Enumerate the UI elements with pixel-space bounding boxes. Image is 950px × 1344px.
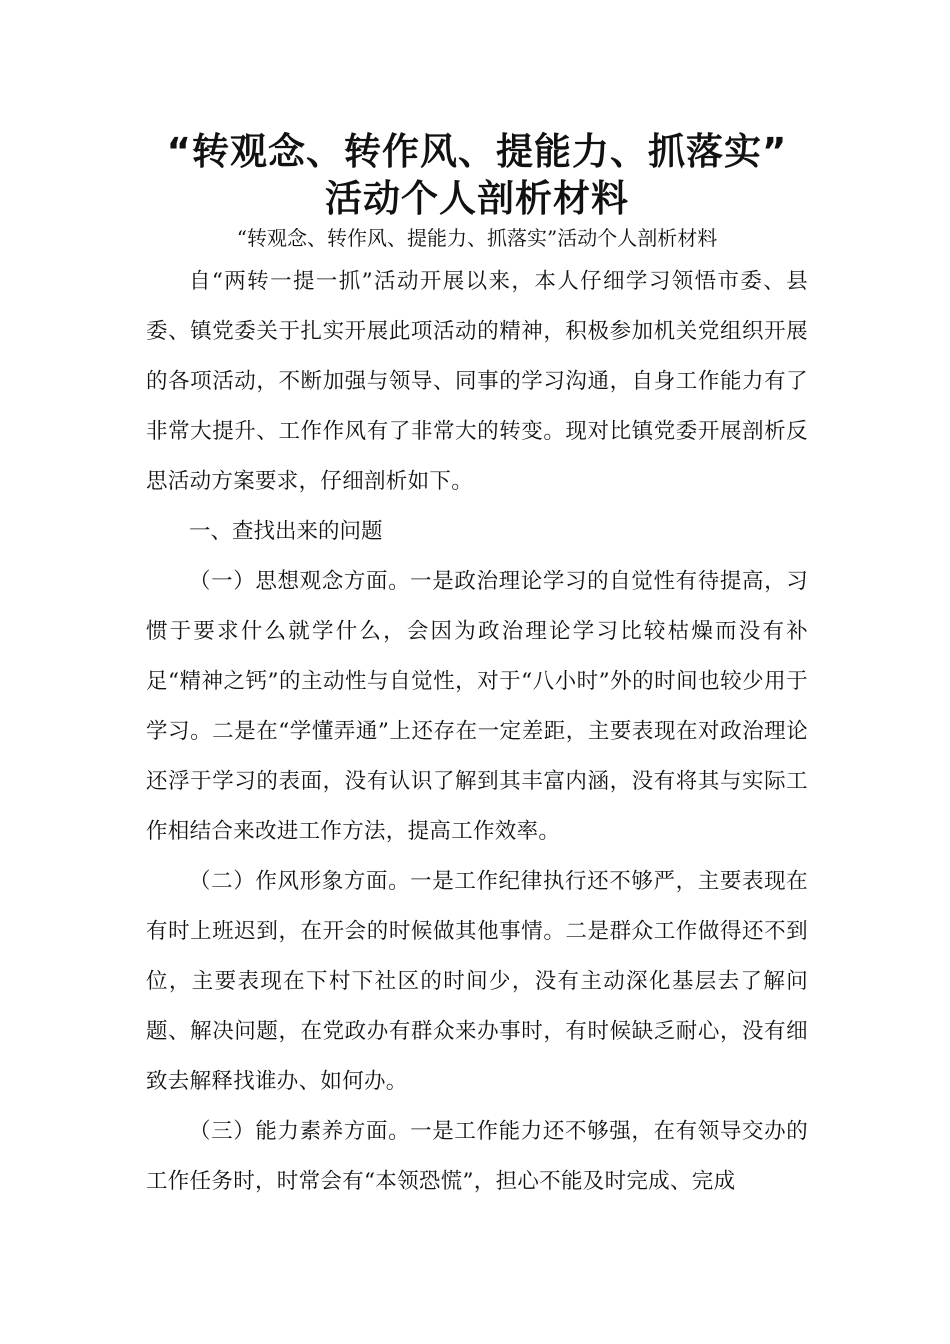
document-title [146, 128, 808, 222]
title-line-2: 活动个人剖析材料 [325, 177, 629, 220]
paragraph-work-style: （二）作风形象方面。一是工作纪律执行还不够严，主要表现在有时上班迟到，在开会的时候做其他事情。二是群众工作做得还不到位，主要表现在下村下社区的时间少，没有主动深化基层去了解问题、解决问题，在党政办有群众来办事时，有时候缺乏耐心，没有细致去解释找谁办、如何办。 [146, 869, 808, 1094]
paragraph-ability: （三）能力素养方面。一是工作能力还不够强，在有领导交办的工作任务时，时常会有“本领恐慌”，担心不能及时完成、完成 [146, 1119, 808, 1194]
paragraph-intro: 自“两转一提一抓”活动开展以来，本人仔细学习领悟市委、县委、镇党委关于扎实开展此项活动的精神，积极参加机关党组织开展的各项活动，不断加强与领导、同事的学习沟通，自身工作能力有了非常大提升、工作作风有了非常大的转变。现对比镇党委开展剖析反思活动方案要求，仔细剖析如下。 [146, 269, 808, 494]
section-heading-problems: 一、查找出来的问题 [189, 519, 383, 544]
title-line-1: “转观念、转作风、提能力、抓落实” [166, 130, 788, 173]
paragraph-thinking: （一）思想观念方面。一是政治理论学习的自觉性有待提高，习惯于要求什么就学什么，会因为政治理论学习比较枯燥而没有补足“精神之钙”的主动性与自觉性，对于“八小时”外的时间也较少用于学习。二是在“学懂弄通”上还存在一定差距，主要表现在对政治理论还浮于学习的表面，没有认识了解到其丰富内涵，没有将其与实际工作相结合来改进工作方法，提高工作效率。 [146, 569, 808, 844]
document-subtitle: “转观念、转作风、提能力、抓落实”活动个人剖析材料 [236, 226, 718, 250]
